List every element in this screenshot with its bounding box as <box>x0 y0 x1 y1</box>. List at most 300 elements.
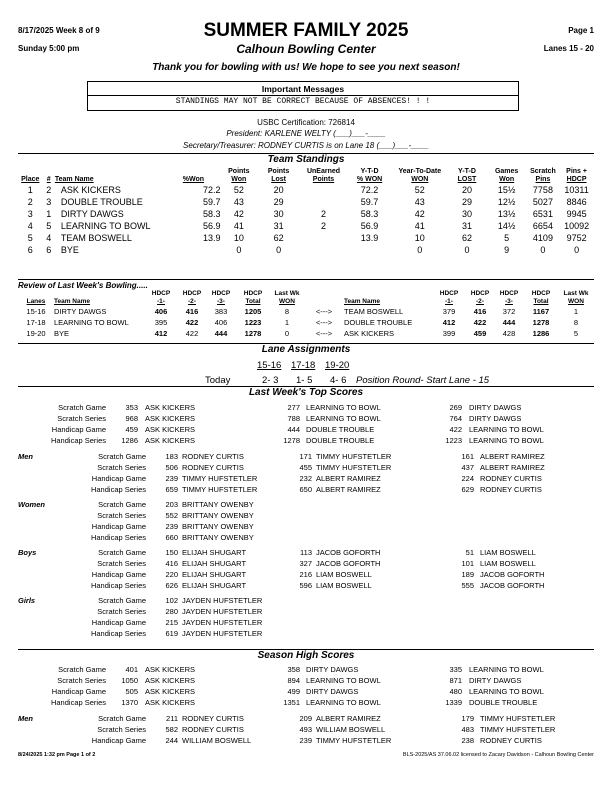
score-value: 161 <box>461 452 474 461</box>
score-value: 871 <box>449 676 462 685</box>
column-header <box>18 168 43 184</box>
review-cell: 17-18 <box>26 318 46 327</box>
bowler-name: ASK KICKERS <box>145 676 196 685</box>
standings-cell: 5027 <box>532 197 553 207</box>
score-value: 220 <box>165 570 178 579</box>
standings-cell: 12½ <box>497 197 516 207</box>
today-label: Today <box>205 375 231 386</box>
column-header <box>178 290 206 306</box>
messages-text: STANDINGS MAY NOT BE CORRECT BECAUSE OF ABSENCES! ! ! <box>175 97 431 106</box>
header-line: WON <box>279 298 295 305</box>
standings-cell: 9 <box>504 245 510 255</box>
bowler-name: BRITTANY OWENBY <box>182 522 254 531</box>
header-line: -3- <box>217 298 225 305</box>
score-category: Handicap Series <box>50 698 106 707</box>
review-cell: DIRTY DAWGS <box>54 307 107 316</box>
standings-cell: TEAM BOSWELL <box>60 233 132 243</box>
standings-cell: 2 <box>27 197 33 207</box>
column-header <box>304 290 344 306</box>
score-category: Handicap Game <box>91 618 146 627</box>
bowler-name: ASK KICKERS <box>145 414 196 423</box>
review-cell: 1167 <box>532 307 550 316</box>
header-line: HDCP <box>499 290 519 297</box>
score-value: 619 <box>165 629 178 638</box>
column-header <box>524 290 558 306</box>
score-value: 1339 <box>445 698 462 707</box>
review-cell: 399 <box>442 329 456 338</box>
column-header <box>432 290 466 306</box>
score-value: 493 <box>299 725 312 734</box>
header-line: -2- <box>188 298 196 305</box>
review-cell: 19-20 <box>26 329 46 338</box>
standings-cell: 14½ <box>497 221 516 231</box>
score-value: 555 <box>461 581 474 590</box>
standings-cell: 41 <box>233 221 244 231</box>
score-category: Scratch Series <box>57 414 106 423</box>
header-line: Scratch <box>530 168 556 175</box>
standings-cell: 52 <box>233 185 244 195</box>
header-line: Last Wk <box>274 290 300 297</box>
review-cell: 5 <box>573 329 579 338</box>
standings-cell <box>300 184 347 196</box>
review-cell: 422 <box>185 318 199 327</box>
header-line: HDCP <box>211 290 231 297</box>
standings-cell: 4109 <box>532 233 553 243</box>
score-value: 183 <box>165 452 178 461</box>
review-cell: 1 <box>284 318 290 327</box>
score-category: Handicap Game <box>91 570 146 579</box>
header-line: Points <box>267 168 290 175</box>
standings-row <box>18 244 594 256</box>
score-value: 1370 <box>121 698 138 707</box>
score-category: Scratch Game <box>98 500 146 509</box>
standings-cell: 10 <box>414 233 425 243</box>
score-value: 582 <box>165 725 178 734</box>
score-category: Scratch Series <box>57 676 106 685</box>
standings-cell: 58.3 <box>203 209 221 219</box>
bowler-name: RODNEY CURTIS <box>480 736 542 745</box>
footer-left: 8/24/2025 1:32 pm Page 1 of 2 <box>18 752 96 758</box>
standings-cell <box>166 244 220 256</box>
president: President: KARLENE WELTY (___)___-____ <box>226 129 386 138</box>
bowler-name: LEARNING TO BOWL <box>306 698 381 707</box>
bowler-name: ASK KICKERS <box>145 687 196 696</box>
header-line: Lanes <box>26 298 46 305</box>
review-cell: 422 <box>473 318 487 327</box>
header-line: LOST <box>457 176 477 183</box>
standings-cell: 6 <box>27 245 33 255</box>
review-cell: 422 <box>185 329 199 338</box>
review-row <box>18 317 594 328</box>
review-cell: 372 <box>502 307 516 316</box>
review-cell: 379 <box>442 307 456 316</box>
bowler-name: RODNEY CURTIS <box>182 714 244 723</box>
standings-cell: 42 <box>414 209 425 219</box>
review-cell: 412 <box>442 318 456 327</box>
bowler-name: WILLIAM BOSWELL <box>316 725 386 734</box>
standings-table <box>18 168 594 256</box>
score-value: 629 <box>461 485 474 494</box>
column-header <box>447 168 486 184</box>
review-cell: <---> <box>315 318 333 327</box>
bowler-name: TIMMY HUFSTETLER <box>480 725 556 734</box>
lane-header: 15-16 <box>257 360 282 371</box>
header-line: Team Name <box>54 298 91 305</box>
score-value: 113 <box>300 548 312 557</box>
score-category: Scratch Game <box>58 665 106 674</box>
score-category: Scratch Series <box>97 511 146 520</box>
standings-cell: 29 <box>273 197 284 207</box>
bowler-name: LEARNING TO BOWL <box>469 436 544 445</box>
score-value: 659 <box>165 485 178 494</box>
bowler-name: ALBERT RAMIREZ <box>316 485 381 494</box>
score-value: 596 <box>299 581 312 590</box>
column-header <box>527 168 559 184</box>
standings-cell: 1 <box>46 209 52 219</box>
column-header <box>221 168 258 184</box>
score-category: Handicap Game <box>51 687 106 696</box>
score-value: 1050 <box>121 676 138 685</box>
header-line: HDCP <box>531 290 551 297</box>
review-cell: 459 <box>473 329 487 338</box>
standings-cell: 0 <box>417 245 423 255</box>
standings-cell: 4 <box>27 221 33 231</box>
page-number: Page 1 <box>568 26 594 35</box>
score-category: Scratch Game <box>58 403 106 412</box>
bowler-name: JAYDEN HUFSTETLER <box>182 596 263 605</box>
standings-cell <box>300 232 347 244</box>
lane-header: 19-20 <box>325 360 350 371</box>
standings-cell: 20 <box>273 185 284 195</box>
score-category: Scratch Game <box>98 452 146 461</box>
score-value: 788 <box>287 414 300 423</box>
standings-cell: 10311 <box>564 185 589 195</box>
score-value: 239 <box>165 522 178 531</box>
header-line: Points <box>312 176 335 183</box>
standings-cell: 5 <box>46 221 52 231</box>
standings-cell: 9945 <box>566 209 587 219</box>
score-category: Handicap Game <box>51 425 106 434</box>
standings-cell: 2 <box>320 221 326 231</box>
score-category: Scratch Game <box>98 596 146 605</box>
bowler-name: JACOB GOFORTH <box>316 548 381 557</box>
score-category: Scratch Series <box>97 463 146 472</box>
column-header <box>206 290 236 306</box>
score-category: Scratch Game <box>98 548 146 557</box>
bowler-name: LIAM BOSWELL <box>316 581 372 590</box>
score-value: 505 <box>125 687 138 696</box>
bowler-name: DOUBLE TROUBLE <box>306 436 375 445</box>
standings-cell: BYE <box>60 245 79 255</box>
review-cell: LEARNING TO BOWL <box>54 318 129 327</box>
column-header <box>487 168 527 184</box>
score-category: Scratch Game <box>98 714 146 723</box>
review-cell: 406 <box>214 318 228 327</box>
bowler-name: ASK KICKERS <box>145 665 196 674</box>
review-row <box>18 306 594 317</box>
day-time: Sunday 5:00 pm <box>18 44 80 53</box>
score-value: 764 <box>449 414 462 423</box>
bowler-name: DIRTY DAWGS <box>306 665 359 674</box>
score-category: Handicap Game <box>91 474 146 483</box>
group-label: Women <box>18 500 45 509</box>
header-line: %Won <box>182 176 205 183</box>
header-line: HDCP <box>439 290 459 297</box>
center-name: Calhoun Bowling Center <box>236 42 376 56</box>
bowler-name: BRITTANY OWENBY <box>182 533 254 542</box>
score-value: 238 <box>461 736 474 745</box>
score-value: 499 <box>287 687 300 696</box>
header-line: Year-To-Date <box>398 168 442 175</box>
review-cell: 383 <box>214 307 228 316</box>
score-value: 353 <box>125 403 138 412</box>
standings-cell: 4 <box>46 233 52 243</box>
column-header <box>300 168 347 184</box>
column-header <box>236 290 270 306</box>
bowler-name: TIMMY HUFSTETLER <box>182 474 258 483</box>
group-label: Men <box>18 452 33 461</box>
standings-cell: 13½ <box>497 209 516 219</box>
score-value: 650 <box>299 485 312 494</box>
review-table <box>18 290 594 339</box>
score-value: 552 <box>165 511 178 520</box>
page-title: SUMMER FAMILY 2025 <box>203 20 409 41</box>
header-line: -2- <box>476 298 484 305</box>
score-value: 358 <box>287 665 300 674</box>
score-value: 239 <box>299 736 312 745</box>
score-value: 215 <box>165 618 178 627</box>
review-cell: 428 <box>502 329 516 338</box>
header-line: Place <box>21 176 40 183</box>
group-label: Boys <box>18 548 37 557</box>
standings-cell: 43 <box>233 197 244 207</box>
review-cell: 412 <box>154 329 168 338</box>
standings-cell: 72.2 <box>203 185 221 195</box>
standings-cell: 8846 <box>566 197 587 207</box>
standings-cell: 7758 <box>532 185 553 195</box>
standings-cell: 56.9 <box>203 221 221 231</box>
score-value: 280 <box>165 607 178 616</box>
review-cell: 416 <box>473 307 487 316</box>
bowler-name: RODNEY CURTIS <box>182 725 244 734</box>
bowler-name: RODNEY CURTIS <box>182 463 244 472</box>
bowler-name: RODNEY CURTIS <box>480 474 542 483</box>
review-cell: ASK KICKERS <box>344 329 395 338</box>
standings-cell: DOUBLE TROUBLE <box>60 197 143 207</box>
column-header <box>55 168 166 184</box>
header-line: Points <box>228 168 250 175</box>
standings-row <box>18 220 594 232</box>
score-value: 968 <box>125 414 138 423</box>
score-value: 1278 <box>283 436 300 445</box>
standings-cell: 31 <box>273 221 284 231</box>
bowler-name: LIAM BOSWELL <box>480 548 536 557</box>
messages-box <box>87 81 519 111</box>
bowler-name: ELIJAH SHUGART <box>182 570 247 579</box>
score-value: 244 <box>165 736 178 745</box>
score-value: 211 <box>166 714 178 723</box>
standings-header <box>18 168 594 184</box>
bowler-name: ALBERT RAMIREZ <box>480 452 545 461</box>
header-line: HDCP <box>566 176 587 183</box>
column-header <box>494 290 524 306</box>
review-title: Review of Last Week's Bowling..... <box>18 281 148 290</box>
bowler-name: BRITTANY OWENBY <box>182 500 254 509</box>
score-category: Scratch Series <box>97 725 146 734</box>
review-cell: 444 <box>502 318 516 327</box>
review-cell: TEAM BOSWELL <box>344 307 404 316</box>
score-category: Handicap Series <box>90 533 146 542</box>
score-value: 171 <box>299 452 312 461</box>
score-category: Scratch Series <box>97 607 146 616</box>
standings-cell: 0 <box>540 245 546 255</box>
bowler-name: TIMMY HUFSTETLER <box>480 714 556 723</box>
review-cell: DOUBLE TROUBLE <box>344 318 413 327</box>
group-label: Girls <box>18 596 36 605</box>
bowler-name: DIRTY DAWGS <box>469 676 522 685</box>
column-header <box>54 290 144 306</box>
score-value: 209 <box>299 714 312 723</box>
score-value: 459 <box>125 425 138 434</box>
score-category: Handicap Series <box>50 436 106 445</box>
score-value: 102 <box>165 596 178 605</box>
score-value: 1286 <box>121 436 138 445</box>
standings-cell: 5 <box>27 233 33 243</box>
lane-header: 17-18 <box>291 360 316 371</box>
standings-cell: 15½ <box>497 185 516 195</box>
column-header <box>18 290 54 306</box>
score-value: 1223 <box>445 436 462 445</box>
score-value: 277 <box>287 403 300 412</box>
score-value: 401 <box>125 665 138 674</box>
season-title: Season High Scores <box>257 650 355 661</box>
header-line: Pins <box>535 176 551 183</box>
lane-pair: 4- 6 <box>330 375 347 386</box>
bowler-name: ASK KICKERS <box>145 403 196 412</box>
bowler-name: BRITTANY OWENBY <box>182 511 254 520</box>
standings-row <box>18 232 594 244</box>
standings-title: Team Standings <box>267 154 345 165</box>
score-value: 660 <box>165 533 178 542</box>
header-line: Y-T-D <box>360 168 379 175</box>
bowler-name: RODNEY CURTIS <box>182 452 244 461</box>
lane-pair: 1- 5 <box>296 375 313 386</box>
bowler-name: DIRTY DAWGS <box>469 403 522 412</box>
assignment-note: Position Round- Start Lane - 15 <box>356 375 490 386</box>
score-value: 232 <box>299 474 312 483</box>
header-line: HDCP <box>182 290 202 297</box>
bowler-name: ALBERT RAMIREZ <box>316 474 381 483</box>
column-header <box>166 168 220 184</box>
bowler-name: DOUBLE TROUBLE <box>306 425 375 434</box>
bowler-name: JACOB GOFORTH <box>480 581 545 590</box>
review-cell: 416 <box>185 307 199 316</box>
header-line: WON <box>411 176 429 183</box>
bowler-name: LEARNING TO BOWL <box>469 687 544 696</box>
review-row <box>18 328 594 339</box>
column-header <box>558 290 594 306</box>
bowler-name: JAYDEN HUFSTETLER <box>182 607 263 616</box>
standings-cell: ASK KICKERS <box>60 185 121 195</box>
standings-cell <box>347 244 392 256</box>
bowler-name: WILLIAM BOSWELL <box>182 736 252 745</box>
header-line: Lost <box>271 176 286 183</box>
review-cell: 1 <box>573 307 579 316</box>
standings-cell: 59.7 <box>203 197 221 207</box>
standings-cell: 2 <box>320 209 326 219</box>
header-line: Y-T-D <box>458 168 476 175</box>
bowler-name: TIMMY HUFSTETLER <box>316 452 392 461</box>
score-value: 626 <box>165 581 178 590</box>
messages-divider <box>88 95 518 96</box>
standings-cell: 52 <box>414 185 425 195</box>
bowler-name: JAYDEN HUFSTETLER <box>182 618 263 627</box>
header-line: -1- <box>157 298 165 305</box>
last-week-title: Last Week's Top Scores <box>248 387 364 398</box>
bowler-name: ELIJAH SHUGART <box>182 581 247 590</box>
lane-assignments-title: Lane Assignments <box>261 344 351 355</box>
bowler-name: ELIJAH SHUGART <box>182 548 247 557</box>
review-cell: 1286 <box>532 329 550 338</box>
review-cell: 444 <box>214 329 228 338</box>
score-category: Scratch Series <box>97 559 146 568</box>
footer-right: BLS-2025/AS 37.06.02 licensed to Zacary Davidson - Calhoun Bowling Center <box>402 752 594 758</box>
header-line: HDCP <box>151 290 171 297</box>
header-line: -3- <box>505 298 513 305</box>
standings-cell: 41 <box>414 221 425 231</box>
standings-cell: 3 <box>27 209 33 219</box>
bowler-name: ELIJAH SHUGART <box>182 559 247 568</box>
lane-pair: 2- 3 <box>262 375 279 386</box>
review-cell: <---> <box>315 307 333 316</box>
score-value: 224 <box>461 474 474 483</box>
score-value: 444 <box>287 425 300 434</box>
column-header <box>270 290 304 306</box>
divider <box>18 279 594 280</box>
score-value: 203 <box>165 500 178 509</box>
standings-cell: 6531 <box>532 209 553 219</box>
header-line: % WON <box>356 176 383 183</box>
group-label: Men <box>18 714 33 723</box>
review-cell: 1223 <box>244 318 262 327</box>
score-value: 1351 <box>283 698 300 707</box>
header-line: WON <box>568 298 584 305</box>
bowler-name: LIAM BOSWELL <box>480 559 536 568</box>
score-category: Handicap Series <box>90 629 146 638</box>
header-line: HDCP <box>470 290 490 297</box>
bowler-name: ALBERT RAMIREZ <box>480 463 545 472</box>
header-line: Games <box>494 168 519 175</box>
bowler-name: DIRTY DAWGS <box>306 687 359 696</box>
standings-cell: 62 <box>461 233 472 243</box>
score-value: 239 <box>165 474 178 483</box>
review-cell: 1205 <box>244 307 262 316</box>
standings-cell: 58.3 <box>360 209 379 219</box>
score-category: Handicap Game <box>91 736 146 745</box>
standings-cell: 3 <box>46 197 52 207</box>
review-header <box>18 290 594 306</box>
standings-cell: 29 <box>461 197 472 207</box>
score-category: Handicap Game <box>91 522 146 531</box>
bowler-name: RODNEY CURTIS <box>480 485 542 494</box>
score-value: 51 <box>465 548 474 557</box>
standings-cell: 10092 <box>564 221 590 231</box>
bowler-name: ASK KICKERS <box>145 436 196 445</box>
bowler-name: ASK KICKERS <box>145 698 196 707</box>
usbc-certification: USBC Certification: 726814 <box>257 118 355 127</box>
messages-title: Important Messages <box>261 84 345 94</box>
column-header <box>392 168 447 184</box>
